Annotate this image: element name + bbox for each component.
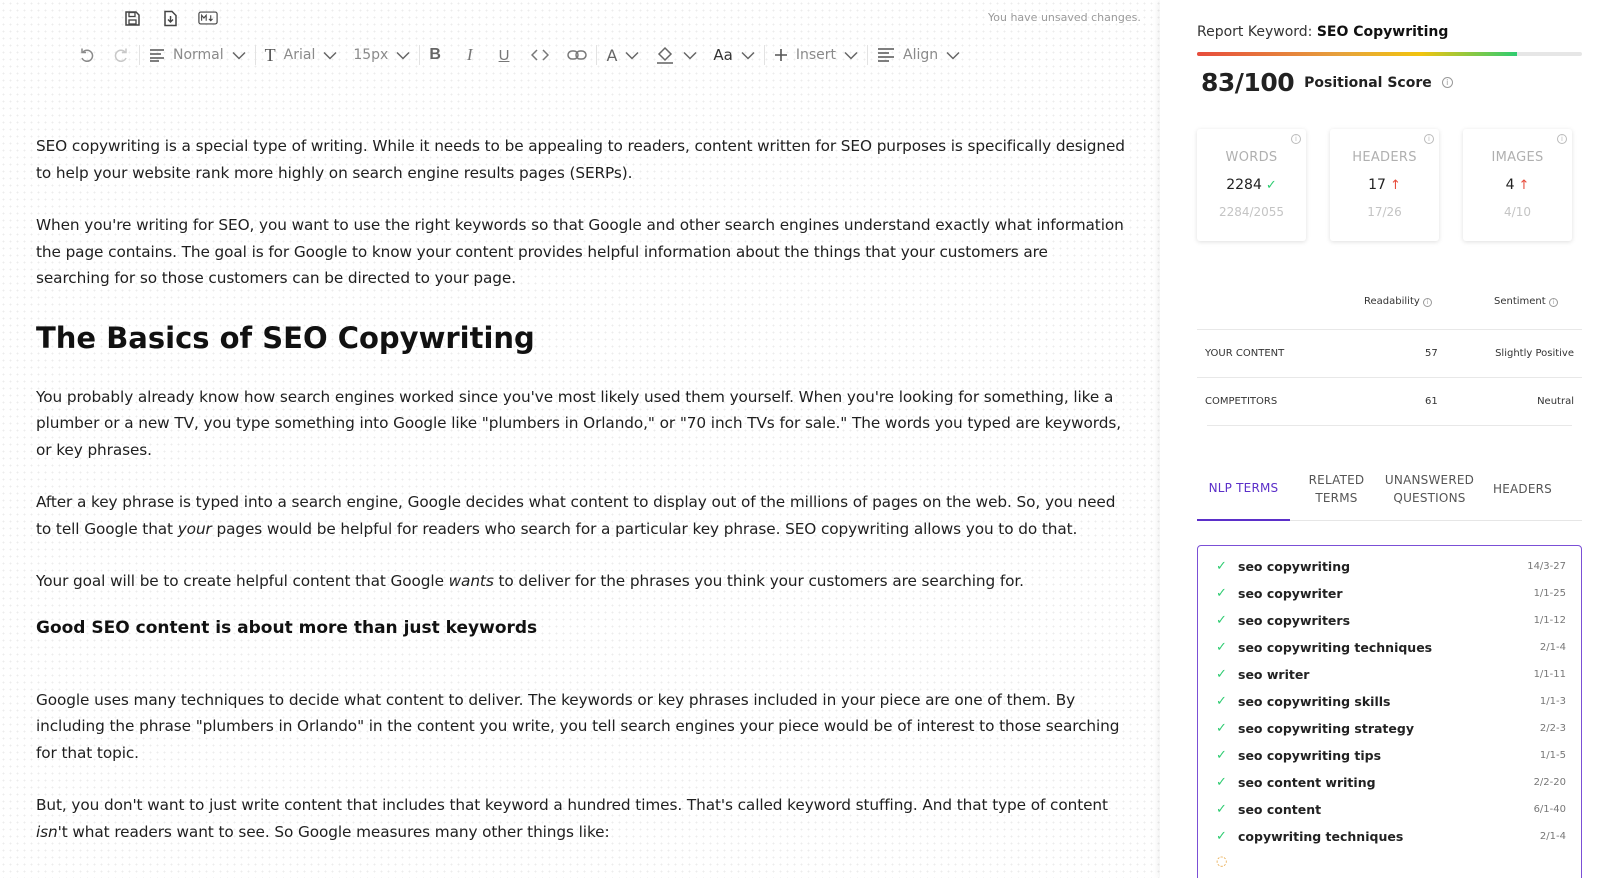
text-case-select[interactable]: [713, 41, 754, 69]
warning-icon: ◌: [1216, 853, 1228, 869]
font-size-value: 15px: [353, 47, 389, 63]
card-value: 17 ↑: [1368, 177, 1401, 193]
term-name: seo copywriters: [1238, 612, 1351, 628]
link-button[interactable]: [567, 41, 587, 69]
chevron-down-icon: [683, 51, 697, 60]
top-icon-bar: [122, 8, 218, 28]
report-keyword-value: SEO Copywriting: [1316, 24, 1449, 40]
paragraph-icon: [149, 48, 165, 62]
font-value: Arial: [283, 47, 316, 63]
chevron-down-icon: [946, 51, 960, 60]
info-icon[interactable]: i: [1291, 134, 1301, 144]
paragraph: Your goal will be to create helpful content that Google wants to deliver for the phrases you think your customers are searching for.: [36, 572, 1024, 590]
term-name: seo copywriting strategy: [1238, 720, 1414, 736]
report-keyword-label: Report Keyword:: [1197, 24, 1313, 40]
list-item[interactable]: [1216, 772, 1566, 792]
card-title: WORDS: [1225, 150, 1278, 165]
sentiment-header: Sentiment i: [1494, 296, 1558, 307]
term-count: 1/1-11: [1533, 668, 1566, 680]
readability-header: Readability i: [1364, 296, 1432, 307]
report-keyword: [1197, 24, 1448, 40]
tab-related-terms[interactable]: RELATED TERMS: [1308, 472, 1365, 505]
undo-button[interactable]: [78, 41, 96, 69]
info-icon: i: [1549, 298, 1558, 307]
toolbar-divider: [596, 45, 597, 65]
check-icon: ✓: [1216, 558, 1227, 574]
score-value: 83/100: [1201, 68, 1295, 97]
unsaved-notice: You have unsaved changes.: [988, 11, 1141, 24]
tab-nlp-terms[interactable]: NLP TERMS: [1197, 469, 1290, 521]
term-count: 14/3-27: [1527, 560, 1566, 572]
list-item[interactable]: [1216, 691, 1566, 711]
row-sentiment: Neutral: [1537, 396, 1574, 407]
term-count: 2/1-4: [1539, 641, 1566, 653]
list-item[interactable]: [1216, 664, 1566, 684]
info-icon: i: [1423, 298, 1432, 307]
paragraph: Google uses many techniques to decide what content to deliver. The keywords or key phrases included in your piece are one of them. By including the phrase "plumbers in Orlando" in the content you write, you tell search engines your piece would be of interest to those searching for that topic.: [36, 690, 1120, 762]
markdown-icon[interactable]: [198, 8, 218, 28]
card-sub: 17/26: [1367, 205, 1402, 219]
check-icon: ✓: [1216, 801, 1227, 817]
card-value: 2284 ✓: [1226, 177, 1277, 193]
insert-menu[interactable]: [774, 41, 858, 69]
chevron-down-icon: [396, 51, 410, 60]
heading-h1: The Basics of SEO Copywriting: [36, 320, 535, 355]
paragraph-style-select[interactable]: [149, 41, 246, 69]
term-count: 2/2-20: [1533, 776, 1566, 788]
paragraph: But, you don't want to just write content that includes that keyword a hundred times. That's called keyword stuffing. And that type of content isn't what readers want to see. So Google measures many other things like:: [36, 796, 1108, 841]
card-title: IMAGES: [1491, 150, 1544, 165]
check-icon: ✓: [1216, 720, 1227, 736]
align-label: Align: [903, 47, 939, 63]
list-item[interactable]: [1216, 556, 1566, 576]
row-readability: 57: [1425, 348, 1438, 359]
paragraph: After a key phrase is typed into a search engine, Google decides what content to display out of the millions of pages on the web. So, you need to tell Google that your pages would be helpful for readers who search for a particular key phrase. SEO copywriting allows you to do that.: [36, 493, 1116, 538]
arrow-up-icon: ↑: [1518, 177, 1530, 193]
font-select[interactable]: [265, 41, 338, 69]
save-icon[interactable]: [122, 8, 142, 28]
toolbar-divider: [255, 45, 256, 65]
term-name: seo copywriter: [1238, 585, 1343, 601]
code-icon: [531, 48, 549, 62]
download-icon[interactable]: [160, 8, 180, 28]
card-sub: 4/10: [1504, 205, 1531, 219]
chevron-down-icon: [323, 51, 337, 60]
term-name: seo copywriting: [1238, 558, 1351, 574]
term-tabs: [1197, 469, 1582, 521]
underline-button[interactable]: U: [498, 46, 510, 64]
list-item[interactable]: [1216, 637, 1566, 657]
seo-report-panel: [1160, 0, 1600, 878]
check-icon: ✓: [1216, 693, 1227, 709]
term-count: 6/1-40: [1533, 803, 1566, 815]
readability-table-header: [1197, 296, 1582, 312]
term-count: 2/1-4: [1539, 830, 1566, 842]
list-item[interactable]: [1216, 851, 1566, 871]
toolbar-divider: [764, 45, 765, 65]
paragraph: You probably already know how search engines worked since you've most likely used them yourself. When you're looking for something, like a plumber or a new TV, you type something into Google like "plumbers in Orlando," or "70 inch TVs for sale." The words you typed are keywords, or key phrases.: [36, 387, 1121, 459]
align-left-icon: [877, 48, 895, 62]
text-color-icon: A: [606, 45, 618, 65]
redo-button[interactable]: [112, 41, 130, 69]
term-count: 1/1-25: [1533, 587, 1566, 599]
term-name: seo copywriting techniques: [1238, 639, 1433, 655]
list-item[interactable]: [1216, 799, 1566, 819]
paragraph-style-value: Normal: [173, 47, 224, 63]
heading-h3: Good SEO content is about more than just keywords: [36, 617, 538, 638]
card-sub: 2284/2055: [1218, 205, 1285, 219]
list-item[interactable]: [1216, 826, 1566, 846]
score-progress-fill: [1197, 52, 1517, 56]
term-name: seo copywriting skills: [1238, 693, 1391, 709]
font-size-select[interactable]: [353, 41, 410, 69]
insert-label: Insert: [795, 47, 836, 63]
list-item[interactable]: [1216, 745, 1566, 765]
italic-button[interactable]: I: [466, 45, 473, 64]
row-readability: 61: [1425, 396, 1438, 407]
arrow-up-icon: ↑: [1389, 177, 1401, 193]
row-label: COMPETITORS: [1205, 396, 1278, 407]
toolbar-divider: [139, 45, 140, 65]
term-name: seo content writing: [1238, 774, 1376, 790]
info-icon[interactable]: i: [1442, 77, 1453, 88]
card-title: HEADERS: [1352, 150, 1417, 165]
tab-headers[interactable]: HEADERS: [1493, 481, 1552, 496]
bold-button[interactable]: B: [429, 46, 441, 63]
toolbar-divider: [867, 45, 868, 65]
list-item[interactable]: [1216, 583, 1566, 603]
paint-bucket-icon: [655, 45, 675, 65]
highlight-color-select[interactable]: [655, 41, 697, 69]
term-name: seo writer: [1238, 666, 1310, 682]
row-sentiment: Slightly Positive: [1495, 348, 1574, 359]
format-toolbar: [78, 41, 960, 69]
plus-icon: [774, 48, 788, 62]
document-body[interactable]: [36, 133, 1126, 845]
paragraph: SEO copywriting is a special type of writing. While it needs to be appealing to readers, content written for SEO purposes is specifically designed to help your website rank more highly on search engine results pages (SERPs).: [36, 137, 1125, 182]
nlp-terms-list: [1197, 545, 1582, 878]
term-name: seo copywriting tips: [1238, 747, 1382, 763]
paragraph: When you're writing for SEO, you want to use the right keywords so that Google and other search engines understand exactly what information the page contains. The goal is for Google to know your content provides helpful information about the things that your customers are searching for so those customers can be directed to your page.: [36, 216, 1124, 287]
images-card: [1463, 129, 1572, 241]
headers-card: [1330, 129, 1439, 241]
check-icon: ✓: [1216, 828, 1227, 844]
score-progress-bar: [1197, 52, 1582, 56]
term-count: 1/1-5: [1539, 749, 1566, 761]
code-button[interactable]: [531, 41, 549, 69]
chevron-down-icon: [741, 51, 755, 60]
term-count: 1/1-12: [1533, 614, 1566, 626]
chevron-down-icon: [232, 51, 246, 60]
chevron-down-icon: [625, 51, 639, 60]
check-icon: ✓: [1216, 747, 1227, 763]
toolbar-divider: [419, 45, 420, 65]
check-icon: ✓: [1216, 612, 1227, 628]
info-icon[interactable]: i: [1424, 134, 1434, 144]
link-icon: [567, 49, 587, 61]
term-name: copywriting techniques: [1238, 828, 1404, 844]
metric-cards: [1197, 129, 1572, 241]
tab-unanswered-questions[interactable]: UNANSWERED QUESTIONS: [1384, 472, 1475, 505]
table-row: [1197, 377, 1582, 425]
table-row: [1197, 329, 1582, 377]
list-item[interactable]: [1216, 610, 1566, 630]
divider: [1207, 425, 1572, 426]
check-icon: ✓: [1216, 585, 1227, 601]
align-menu[interactable]: [877, 41, 960, 69]
list-item[interactable]: [1216, 718, 1566, 738]
info-icon[interactable]: i: [1557, 134, 1567, 144]
positional-score: [1201, 68, 1453, 97]
words-card: [1197, 129, 1306, 241]
term-count: 2/2-3: [1539, 722, 1566, 734]
term-name: seo content: [1238, 801, 1322, 817]
term-count: 1/1-3: [1539, 695, 1566, 707]
check-icon: ✓: [1216, 666, 1227, 682]
check-icon: ✓: [1216, 639, 1227, 655]
text-color-select[interactable]: [606, 41, 639, 69]
card-value: 4 ↑: [1505, 177, 1530, 193]
score-label: Positional Score: [1304, 74, 1432, 91]
font-icon: T: [264, 44, 276, 65]
check-icon: ✓: [1265, 177, 1277, 193]
check-icon: ✓: [1216, 774, 1227, 790]
row-label: YOUR CONTENT: [1205, 348, 1285, 359]
chevron-down-icon: [844, 51, 858, 60]
text-case-label: Aa: [713, 46, 733, 64]
